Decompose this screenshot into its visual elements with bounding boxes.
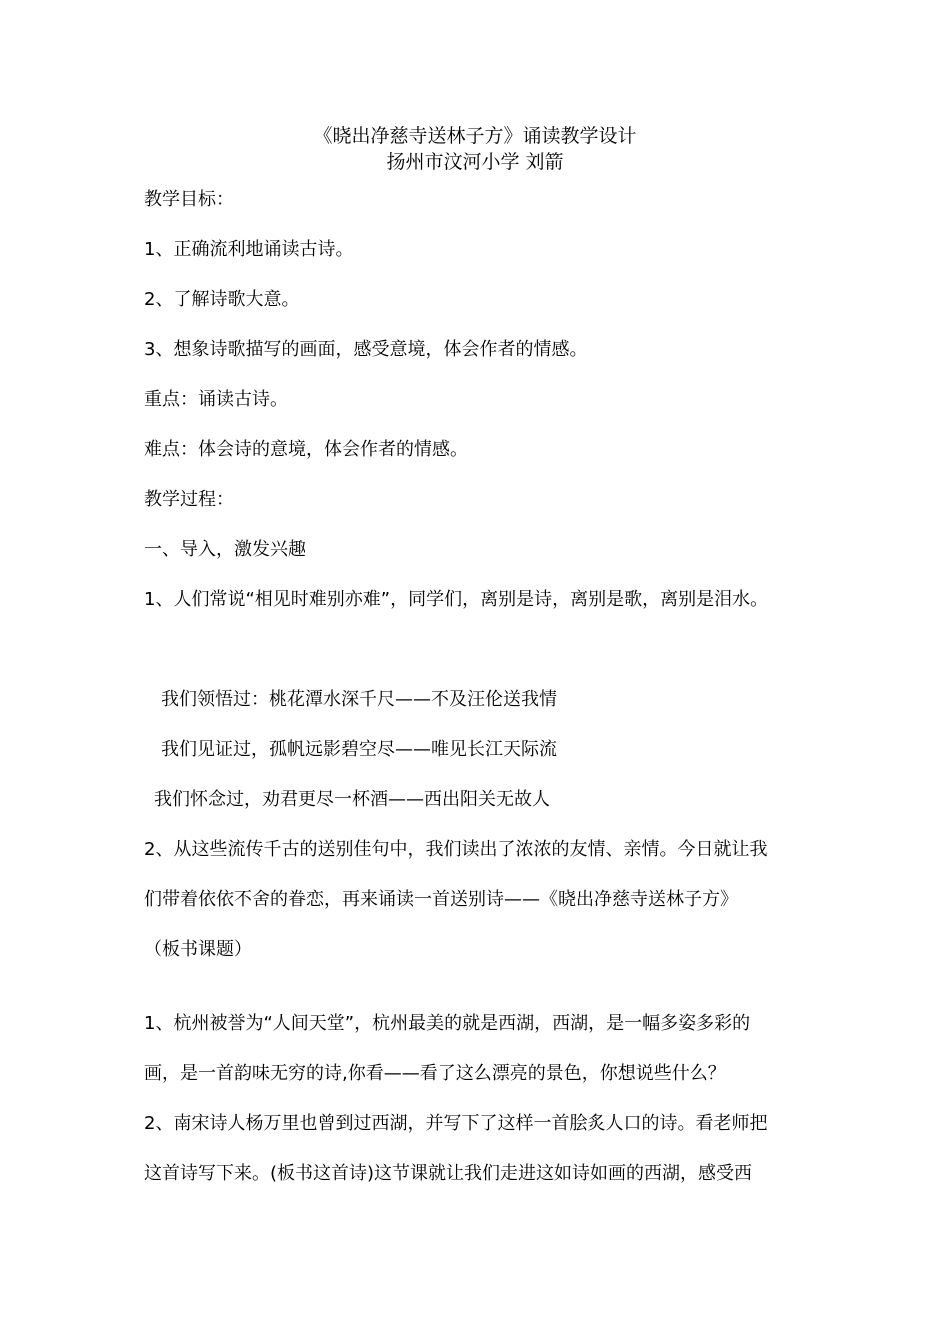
paragraph-line: 们带着依依不舍的眷恋，再来诵读一首送别诗——《晓出净慈寺送林子方》 <box>144 889 738 910</box>
document-title: 《晓出净慈寺送林子方》诵读教学设计 <box>313 125 637 147</box>
objective-item: 3、想象诗歌描写的画面，感受意境，体会作者的情感。 <box>144 339 588 360</box>
objective-item: 1、正确流利地诵读古诗。 <box>144 239 354 260</box>
poem-quote-line: 我们见证过，孤帆远影碧空尽——唯见长江天际流 <box>161 739 557 760</box>
paragraph-line: （板书课题） <box>144 939 252 960</box>
poem-quote-line: 我们领悟过：桃花潭水深千尺——不及汪伦送我情 <box>161 689 557 710</box>
paragraph-line: 这首诗写下来。(板书这首诗)这节课就让我们走进这如诗如画的西湖，感受西 <box>144 1163 753 1184</box>
paragraph-line: 1、人们常说“相见时难别亦难”，同学们，离别是诗，离别是歌，离别是泪水。 <box>144 589 769 610</box>
document-author: 扬州市汶河小学 刘箭 <box>386 151 564 173</box>
poem-quote-line: 我们怀念过，劝君更尽一杯酒——西出阳关无故人 <box>154 789 550 810</box>
difficult-point: 难点：体会诗的意境，体会作者的情感。 <box>144 439 468 460</box>
key-point: 重点：诵读古诗。 <box>144 389 288 410</box>
paragraph-line: 画，是一首韵味无穷的诗,你看——看了这么漂亮的景色，你想说些什么？ <box>144 1063 726 1084</box>
section-heading-process: 教学过程： <box>144 489 234 510</box>
objective-item: 2、了解诗歌大意。 <box>144 289 300 310</box>
section-heading-objectives: 教学目标： <box>144 189 234 210</box>
paragraph-line: 1、杭州被誉为“人间天堂”，杭州最美的就是西湖，西湖，是一幅多姿多彩的 <box>144 1013 751 1034</box>
paragraph-line: 2、南宋诗人杨万里也曾到过西湖，并写下了这样一首脍炙人口的诗。看老师把 <box>144 1113 768 1134</box>
subsection-heading: 一、导入，激发兴趣 <box>144 539 306 560</box>
paragraph-line: 2、从这些流传千古的送别佳句中，我们读出了浓浓的友情、亲情。今日就让我 <box>144 839 768 860</box>
